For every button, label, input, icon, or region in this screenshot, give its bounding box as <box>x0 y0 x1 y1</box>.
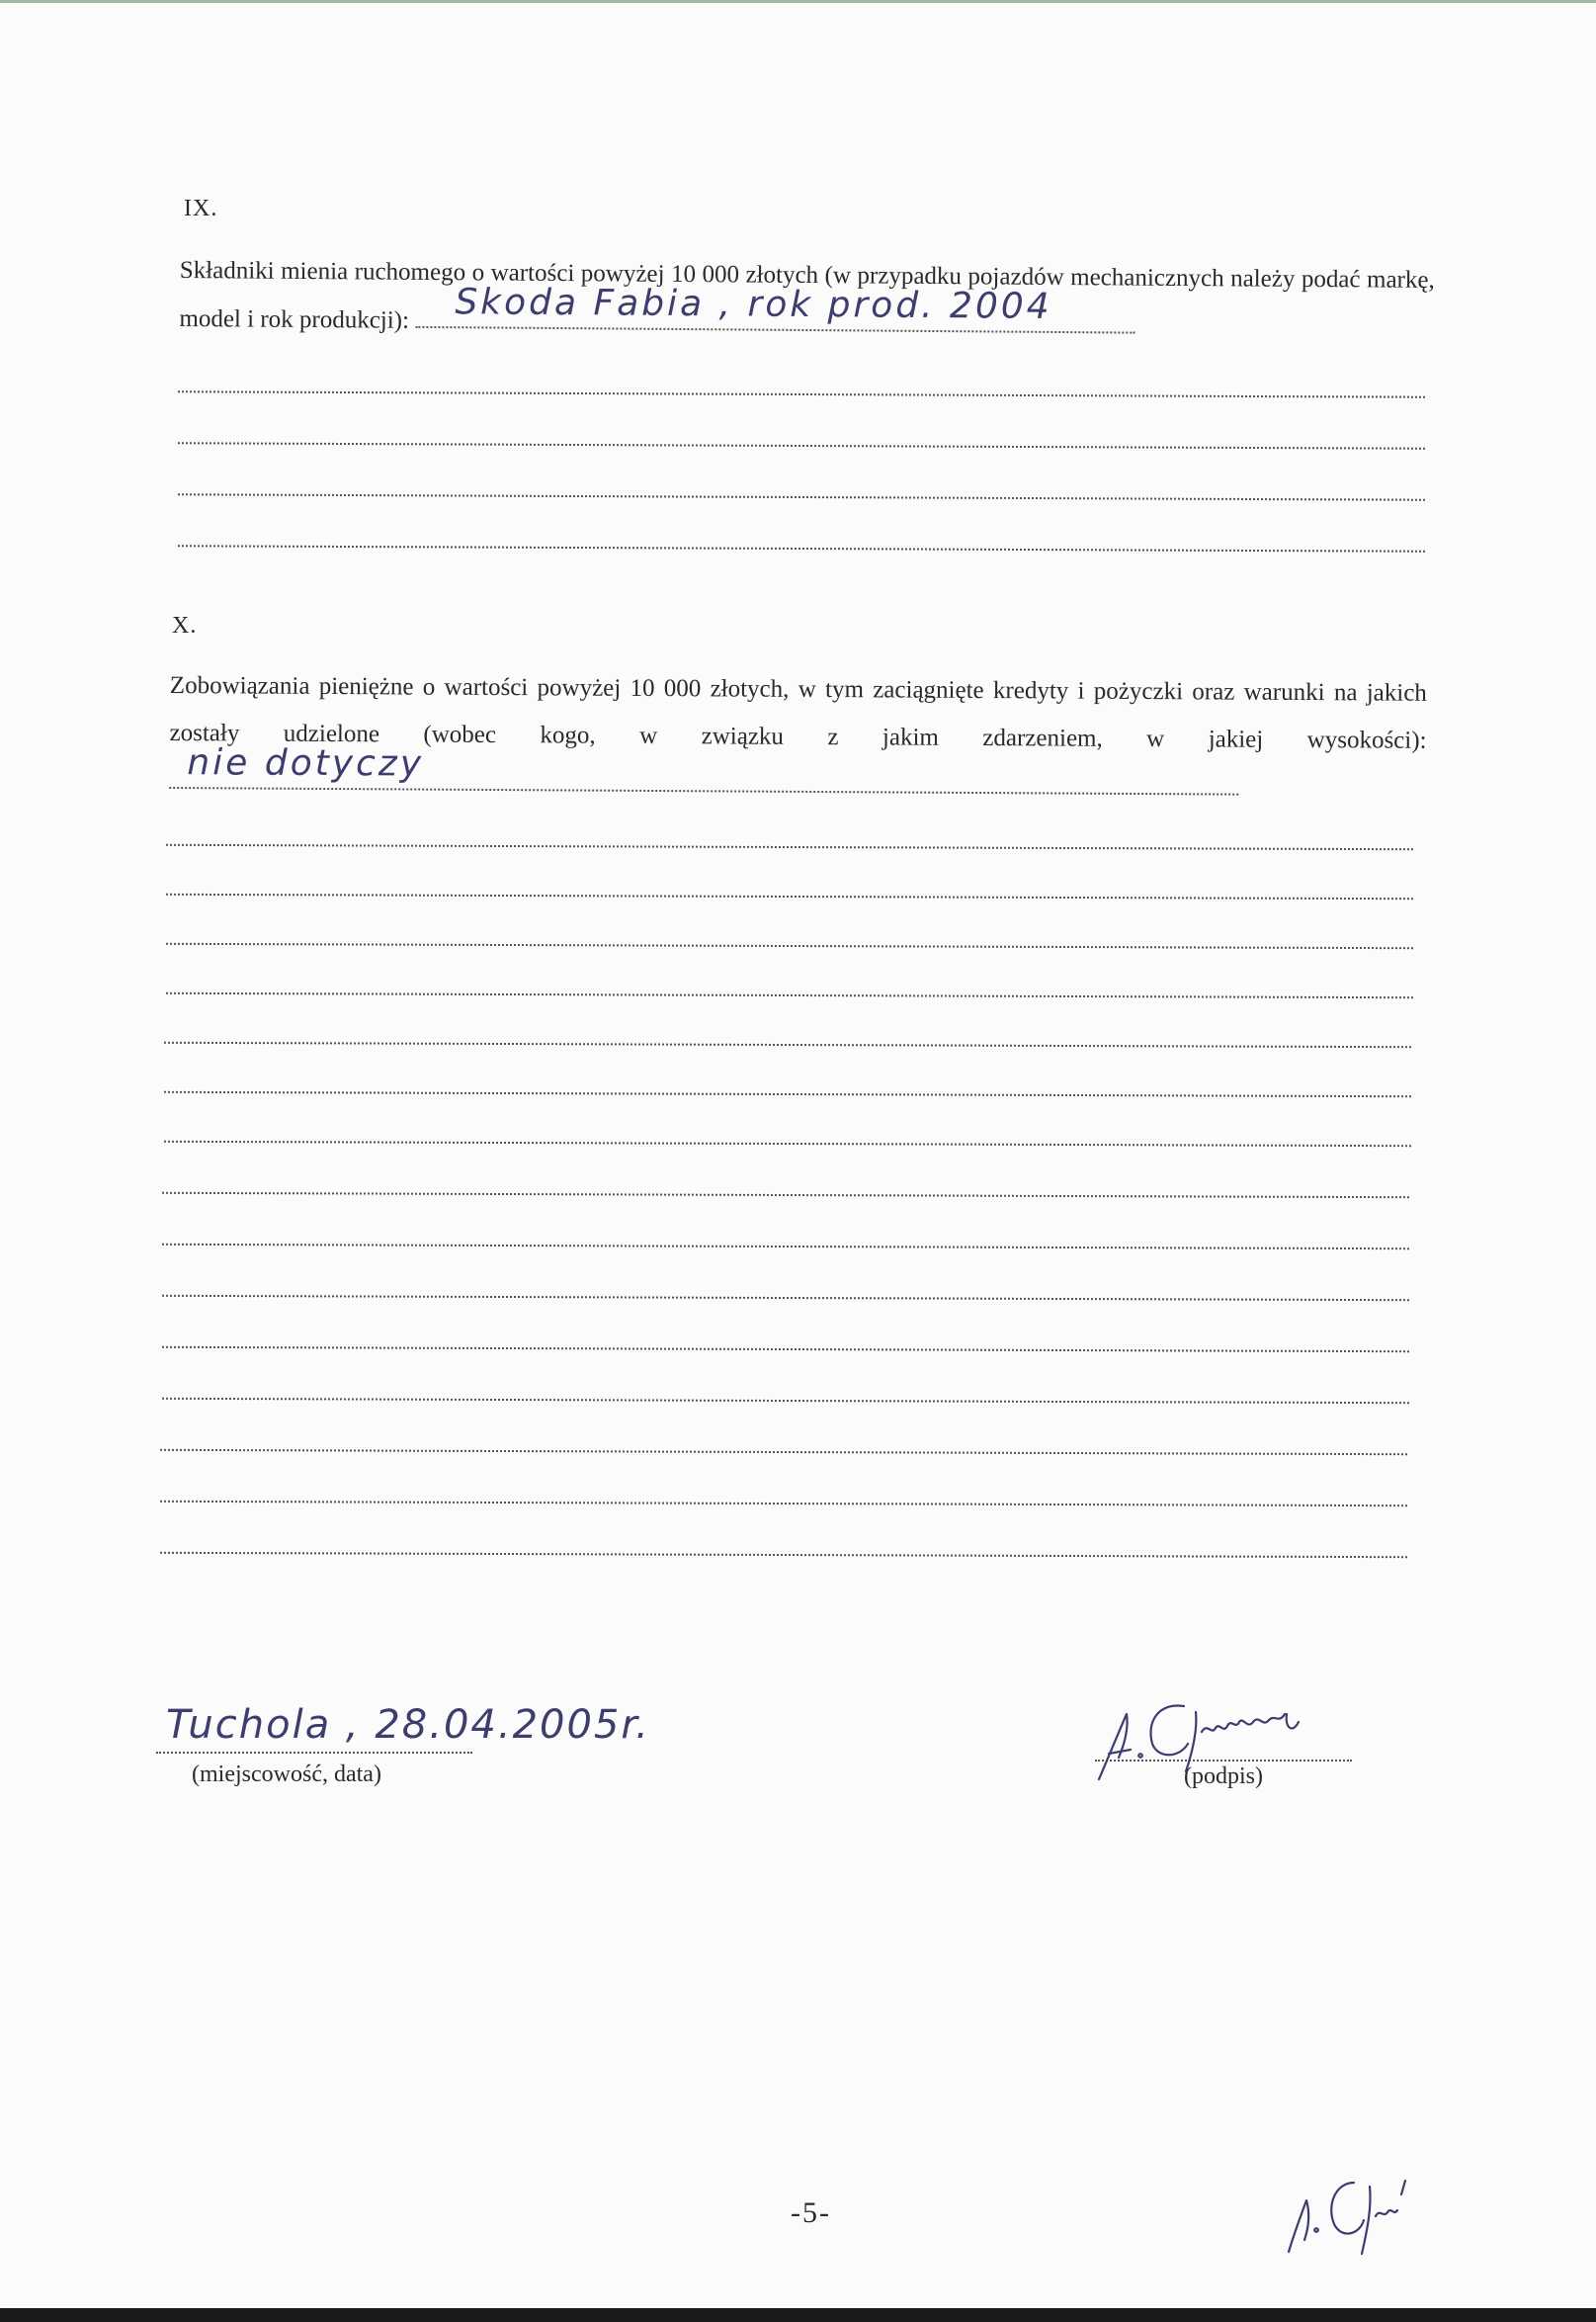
section-ix-handwritten-answer: Skoda Fabia , rok prod. 2004 <box>455 282 1052 327</box>
section-x-blank-line <box>160 1449 1407 1455</box>
section-ix-blank-line <box>178 545 1425 553</box>
section-ix-blank-line <box>178 390 1425 398</box>
section-ix-paragraph <box>179 247 1435 353</box>
scan-top-edge <box>0 0 1596 3</box>
section-x-blank-line <box>162 1244 1409 1249</box>
section-ix-blank-line <box>178 442 1425 450</box>
section-x-paragraph <box>169 662 1427 814</box>
section-x-blank-line <box>160 1552 1407 1558</box>
initials-mark <box>1281 2171 1439 2260</box>
place-date-caption: (miejscowość, data) <box>192 1762 381 1787</box>
signature-line <box>1095 1700 1352 1762</box>
section-x-blank-line <box>160 1501 1407 1506</box>
section-x-blank-line <box>164 1042 1411 1048</box>
place-date-block <box>156 1692 650 1788</box>
section-x-blank-line <box>166 943 1413 949</box>
section-x-blank-line <box>164 1141 1411 1147</box>
section-x-number: X. <box>172 613 198 639</box>
section-ix-number: IX. <box>184 196 218 221</box>
section-x-blank-line <box>166 844 1413 850</box>
section-x-handwritten-answer: nie dotyczy <box>187 742 425 785</box>
section-x-blank-line <box>164 1091 1411 1097</box>
section-x-answer-line <box>169 742 1238 796</box>
section-x-blank-line <box>162 1295 1409 1301</box>
section-x-blank-line <box>162 1192 1409 1198</box>
page-number: -5- <box>791 2196 831 2229</box>
handwritten-signature <box>1089 1692 1366 1781</box>
place-date-line <box>156 1692 650 1754</box>
section-x-text: Zobowiązania pieniężne o wartości powyżej 10 000 złotych, w tym zaciągnięte kredyty i pożyczki oraz warunki na jakich zostały udzielone (wobec kogo, w związku z jakim zdarzeniem, w jakiej wysokości): <box>169 671 1427 754</box>
section-x-blank-line <box>166 894 1413 900</box>
section-x-blank-line <box>162 1398 1409 1404</box>
signature-caption: (podpis) <box>1184 1763 1263 1789</box>
place-date-handwritten: Tuchola , 28.04.2005r. <box>166 1702 650 1748</box>
section-x-blank-line <box>166 992 1413 998</box>
section-ix-answer-line <box>415 282 1134 334</box>
signature-block <box>1095 1700 1352 1790</box>
section-x-blank-line <box>162 1346 1409 1352</box>
scan-bottom-edge <box>0 2308 1596 2322</box>
section-ix-text: Składniki mienia ruchomego o wartości powyżej 10 000 złotych (w przypadku pojazdów mechanicznych należy podać markę, model i rok produkcji): <box>179 256 1435 334</box>
section-ix-blank-line <box>178 493 1425 501</box>
